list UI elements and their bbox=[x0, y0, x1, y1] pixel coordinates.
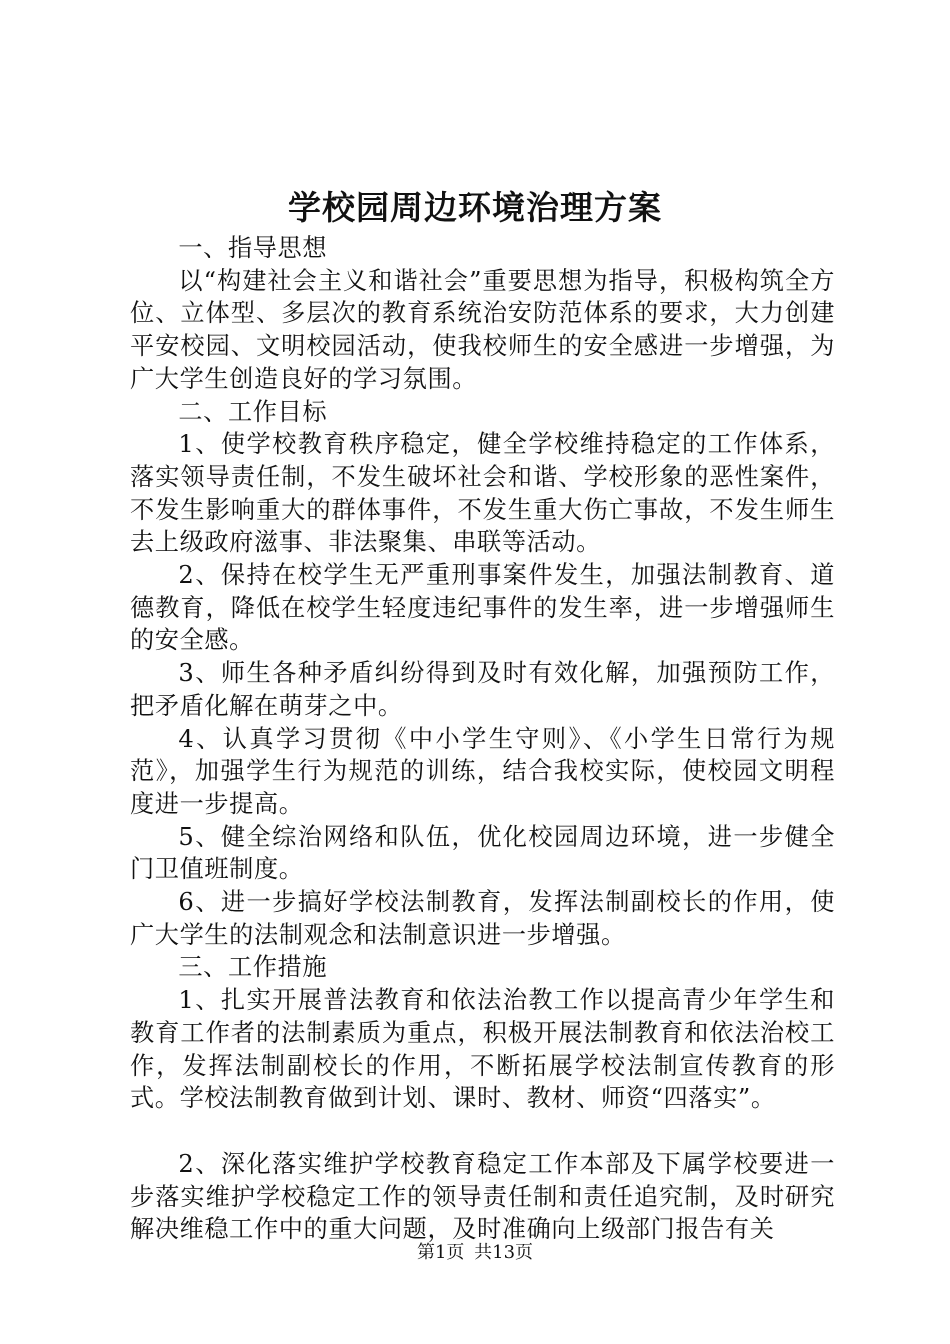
section-heading: 一、指导思想 bbox=[178, 234, 328, 262]
document-title: 学校园周边环境治理方案 bbox=[288, 188, 662, 227]
page-footer bbox=[0, 1241, 950, 1265]
paragraph: 5、健全综治网络和队伍，优化校园周边环境，进一步健全门卫值班制度。 bbox=[130, 822, 835, 884]
paragraph: 2、保持在校学生无严重刑事案件发生，加强法制教育、道德教育，降低在校学生轻度违纪事件的发生率，进一步增强师生的安全感。 bbox=[130, 561, 835, 655]
paragraph: 2、深化落实维护学校教育稳定工作本部及下属学校要进一步落实维护学校稳定工作的领导责任制和责任追究制，及时研究解决维稳工作中的重大问题，及时准确向上级部门报告有关 bbox=[130, 1149, 835, 1244]
section-heading: 三、工作措施 bbox=[178, 953, 328, 982]
paragraph: 3、师生各种矛盾纠纷得到及时有效化解，加强预防工作，把矛盾化解在萌芽之中。 bbox=[130, 659, 835, 720]
paragraph-spacer bbox=[130, 1115, 835, 1148]
document-body bbox=[130, 232, 835, 1246]
paragraph: 4、认真学习贯彻《中小学生守则》、《小学生日常行为规范》，加强学生行为规范的训练，结合我校实际，使校园文明程度进一步提高。 bbox=[130, 724, 835, 818]
section-heading: 二、工作目标 bbox=[178, 397, 328, 426]
page-total: 共13页 bbox=[474, 1242, 534, 1263]
paragraph: 6、进一步搞好学校法制教育，发挥法制副校长的作用，使广大学生的法制观念和法制意识进一步增强。 bbox=[130, 888, 835, 949]
paragraph: 1、使学校教育秩序稳定，健全学校维持稳定的工作体系，落实领导责任制，不发生破坏社会和谐、学校形象的恶性案件，不发生影响重大的群体事件，不发生重大伤亡事故，不发生师生去上级政府滋事、非法聚集、串联等活动。 bbox=[130, 430, 835, 557]
page-number: 第1页 bbox=[416, 1242, 465, 1263]
paragraph: 1、扎实开展普法教育和依法治教工作以提高青少年学生和教育工作者的法制素质为重点，积极开展法制教育和依法治校工作，发挥法制副校长的作用，不断拓展学校法制宣传教育的形式。学校法制教育做到计划、课时、教材、师资“四落实”。 bbox=[130, 986, 835, 1113]
paragraph: 以“构建社会主义和谐社会”重要思想为指导，积极构筑全方位、立体型、多层次的教育系统治安防范体系的要求，大力创建平安校园、文明校园活动，使我校师生的安全感进一步增强，为广大学生创造良好的学习氛围。 bbox=[130, 266, 835, 393]
